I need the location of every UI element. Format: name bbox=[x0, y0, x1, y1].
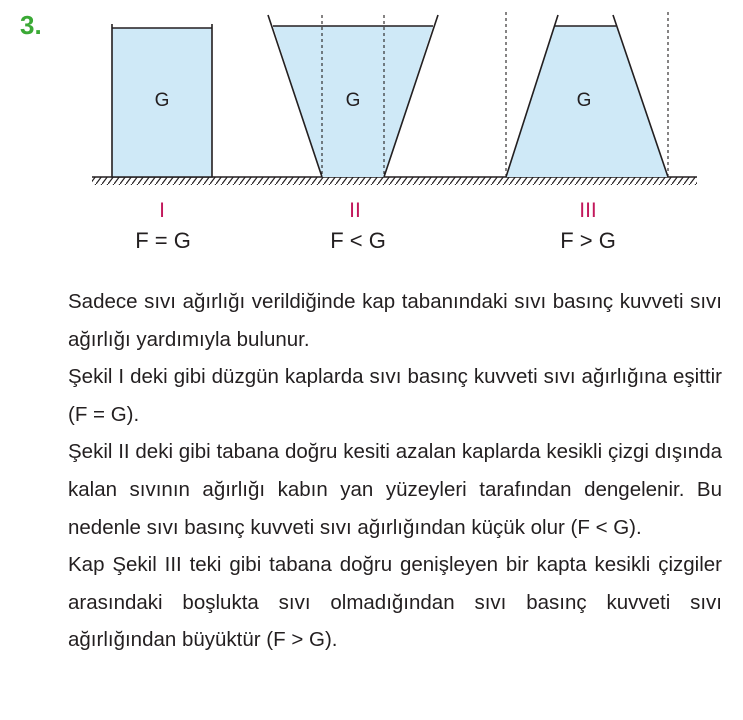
container-III-weight-label: G bbox=[576, 90, 592, 111]
label-III: III bbox=[579, 199, 597, 222]
container-III bbox=[506, 12, 668, 177]
paragraph-4: Kap Şekil III teki gibi tabana doğru genişleyen bir kapta kesikli çizgiler arasındaki boşlukta sıvı olmadığından sıvı basınç kuvveti sıvı ağırlığından büyüktür (F > G). bbox=[68, 553, 722, 652]
relation-I: F = G bbox=[135, 228, 191, 253]
ground bbox=[92, 177, 697, 185]
container-I-weight-label: G bbox=[154, 90, 170, 111]
relation-III: F > G bbox=[560, 228, 616, 253]
question-number: 3. bbox=[20, 10, 42, 40]
paragraph-2: Şekil I deki gibi düzgün kaplarda sıvı basınç kuvveti sıvı ağırlığına eşittir (F = G). bbox=[68, 365, 722, 426]
explanation-text bbox=[68, 283, 722, 659]
container-II-weight-label: G bbox=[345, 90, 361, 111]
container-II bbox=[268, 15, 438, 177]
label-II: II bbox=[349, 199, 361, 222]
pressure-containers-figure bbox=[0, 0, 743, 270]
paragraph-3: Şekil II deki gibi tabana doğru kesiti azalan kaplarda kesikli çizgi dışında kalan sıvının ağırlığı kabın yan yüzeyleri tarafından dengelenir. Bu nedenle sıvı basınç kuvveti sıvı ağırlığından küçük olur (F < G). bbox=[68, 440, 722, 539]
relation-II: F < G bbox=[330, 228, 386, 253]
ground-hatch bbox=[92, 177, 697, 185]
label-I: I bbox=[159, 199, 165, 222]
container-I bbox=[112, 24, 212, 177]
paragraph-1: Sadece sıvı ağırlığı verildiğinde kap tabanındaki sıvı basınç kuvveti sıvı ağırlığı yardımıyla bulunur. bbox=[68, 290, 722, 351]
